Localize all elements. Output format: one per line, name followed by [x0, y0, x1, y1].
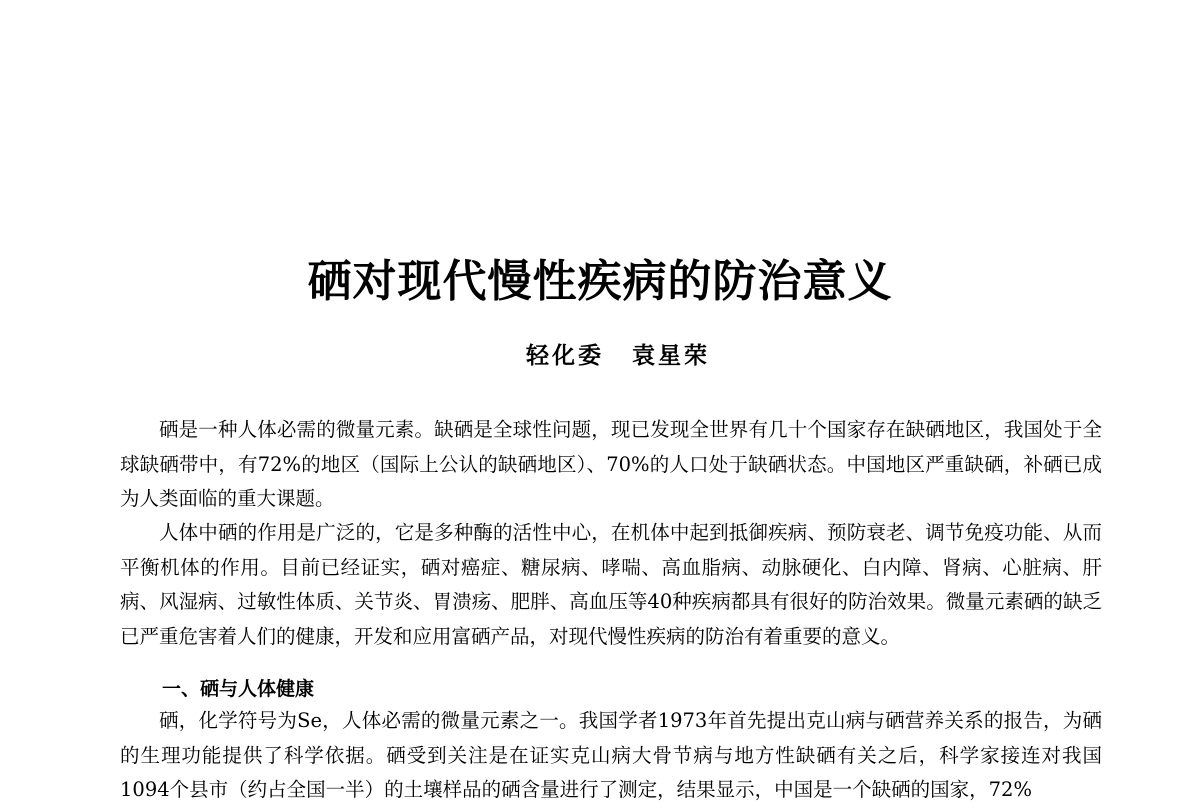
section-heading: 一、硒与人体健康 [162, 678, 315, 700]
intro-paragraph-block [120, 516, 1102, 654]
body-paragraph: 硒，化学符号为Se，人体必需的微量元素之一。我国学者1973年首先提出克山病与硒营养关系的报告，为硒的生理功能提供了科学依据。硒受到关注是在证实克山病大骨节病与地方性缺硒有关之后，科学家接连对我国1094个县市（约占全国一半）的土壤样品的硒含量进行了测定，结果显示，中国是一个缺硒的国家，72% [120, 709, 1102, 801]
article-title: 硒对现代慢性疾病的防治意义 [307, 256, 893, 307]
author-name: 袁星荣 [632, 342, 710, 369]
body-paragraph: 硒是一种人体必需的微量元素。缺硒是全球性问题，现已发现全世界有几十个国家存在缺硒地区，我国处于全球缺硒带中，有72%的地区（国际上公认的缺硒地区）、70%的人口处于缺硒状态。中国地区严重缺硒，补硒已成为人类面临的重大课题。 [120, 418, 1102, 510]
section-paragraph-block [120, 704, 1102, 808]
author-line [0, 340, 1200, 372]
intro-paragraph-block [120, 413, 1102, 517]
author-name: 轻化委 [526, 342, 604, 369]
body-paragraph: 人体中硒的作用是广泛的，它是多种酶的活性中心，在机体中起到抵御疾病、预防衰老、调节免疫功能、从而平衡机体的作用。目前已经证实，硒对癌症、糖尿病、哮喘、高血脂病、动脉硬化、白内障、肾病、心脏病、肝病、风湿病、过敏性体质、关节炎、胃溃疡、肥胖、高血压等40种疾病都具有很好的防治效果。微量元素硒的缺乏已严重危害着人们的健康，开发和应用富硒产品，对现代慢性疾病的防治有着重要的意义。 [120, 521, 1102, 648]
